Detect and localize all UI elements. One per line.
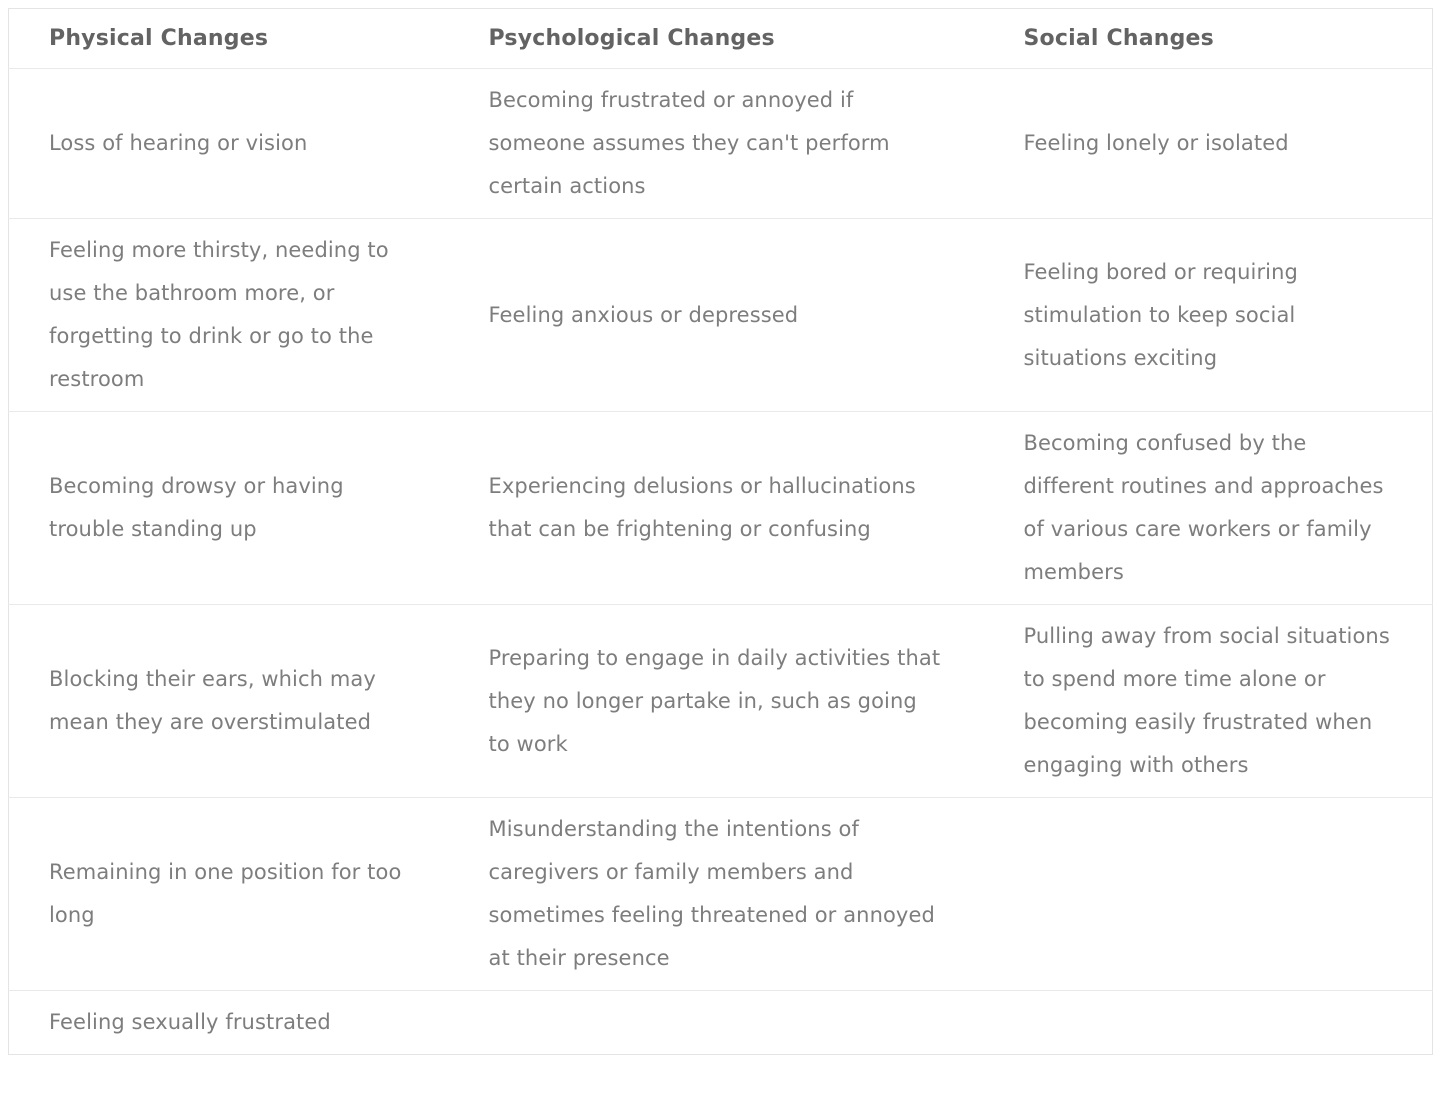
table-cell	[449, 991, 984, 1055]
table-cell: Becoming confused by the different routines and approaches of various care workers or family members	[984, 412, 1433, 605]
header-row	[9, 9, 1433, 69]
table-cell: Feeling lonely or isolated	[1023, 131, 1289, 155]
table-row	[9, 991, 1433, 1055]
table-cell: Feeling more thirsty, needing to use the bathroom more, or forgetting to drink or go to the restroom	[9, 219, 449, 412]
column-header-psychological: Psychological Changes	[449, 9, 984, 69]
table-cell: Feeling anxious or depressed	[449, 219, 984, 412]
table-cell: Loss of hearing or vision	[49, 131, 308, 155]
table-row	[9, 412, 1433, 605]
table-cell: Feeling bored or requiring stimulation to keep social situations exciting	[984, 219, 1433, 412]
table-cell: Feeling sexually frustrated	[9, 991, 449, 1055]
table-cell: Becoming drowsy or having trouble standing up	[9, 412, 449, 605]
changes-table	[8, 8, 1433, 1055]
table-cell: Remaining in one position for too long	[9, 798, 449, 991]
table-row	[9, 69, 1433, 219]
table-cell: Blocking their ears, which may mean they are overstimulated	[9, 605, 449, 798]
table-cell	[984, 991, 1433, 1055]
table-cell: Preparing to engage in daily activities that they no longer partake in, such as going to work	[449, 605, 984, 798]
table-cell: Becoming frustrated or annoyed if someone assumes they can't perform certain actions	[488, 88, 890, 198]
table-row	[9, 605, 1433, 798]
column-header-physical: Physical Changes	[9, 9, 449, 69]
table-row	[9, 219, 1433, 412]
table-row	[9, 798, 1433, 991]
table-cell	[984, 798, 1433, 991]
table-cell: Experiencing delusions or hallucinations that can be frightening or confusing	[449, 412, 984, 605]
table-cell: Pulling away from social situations to spend more time alone or becoming easily frustrated when engaging with others	[984, 605, 1433, 798]
table-cell: Misunderstanding the intentions of caregivers or family members and sometimes feeling threatened or annoyed at their presence	[449, 798, 984, 991]
column-header-social: Social Changes	[984, 9, 1433, 69]
